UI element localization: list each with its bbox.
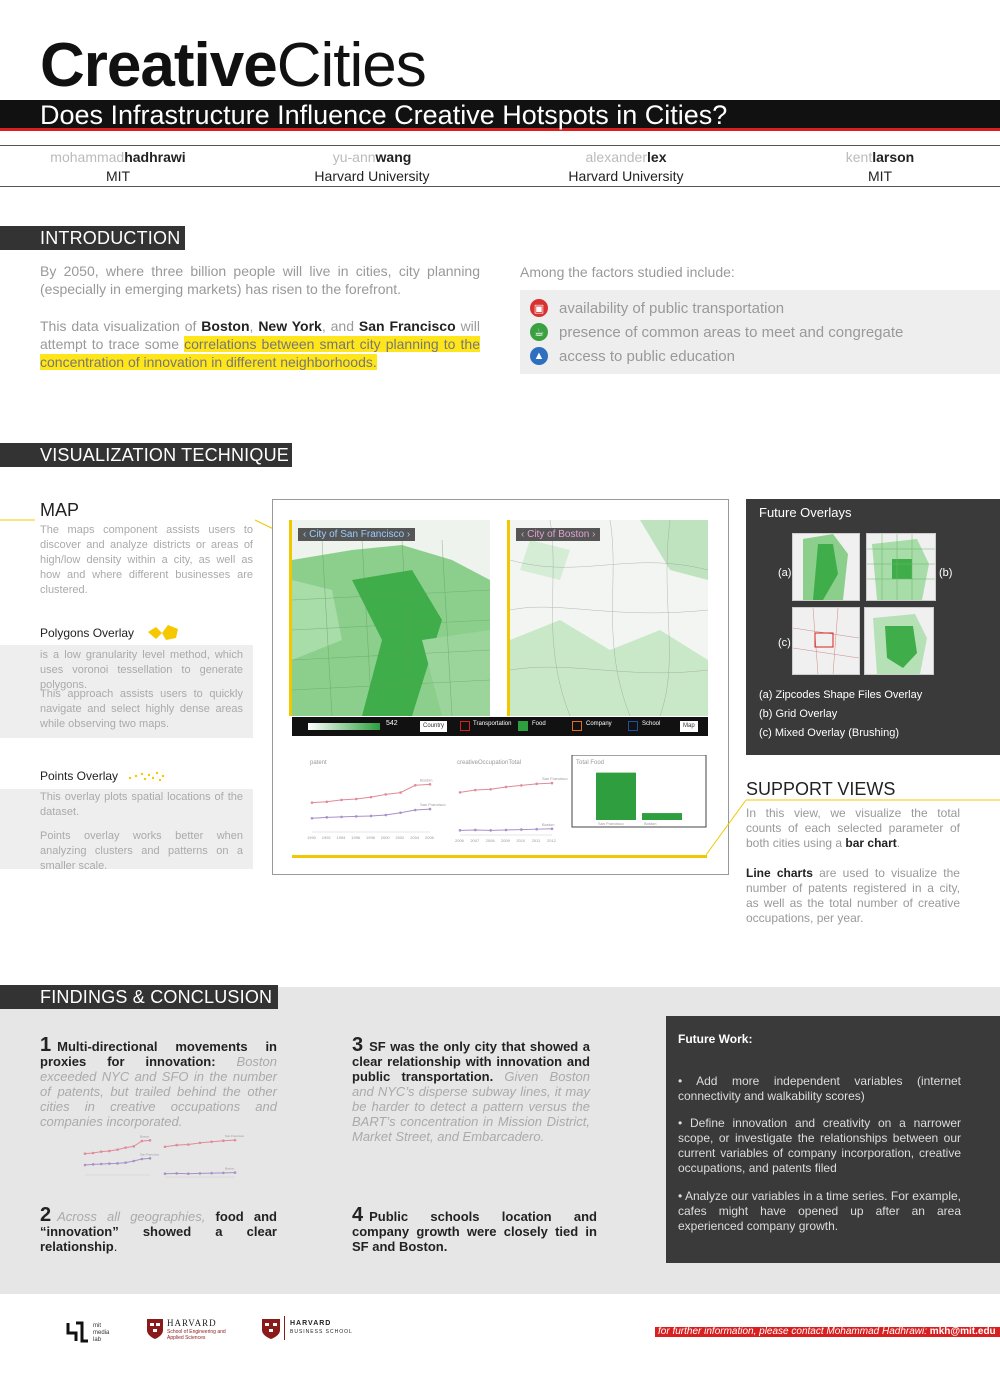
series-label: San Francisco (420, 802, 446, 808)
data-point (535, 828, 538, 831)
finding-bold: food and “innovation” showed a clear relationship (40, 1209, 277, 1254)
author-affiliation: MIT (867, 168, 893, 184)
finding-italic: Across all geographies, (57, 1209, 216, 1224)
hbs-name: HARVARD (290, 1320, 332, 1327)
finding-number: 1 (40, 1034, 52, 1056)
support-views-heading: SUPPORT VIEWS (746, 779, 896, 799)
harvard-shield-icon (146, 1318, 164, 1340)
data-point (187, 1172, 190, 1175)
data-point (92, 1163, 95, 1166)
finding-italic: Given Boston and NYC’s disperse subway lines, it may be harder to detect a pattern versus the BART’s concentration in Mission District, Market Street, and Embarcadero. (352, 1069, 590, 1144)
data-point (325, 800, 328, 803)
title-bold-part: Creative (40, 31, 277, 100)
mit-media-lab-logo (66, 1321, 110, 1348)
author-first-name: kent (845, 149, 873, 165)
line-chart-text (746, 866, 960, 926)
author-2 (247, 148, 497, 186)
map-tag-boston[interactable]: ‹ City of Boston › (516, 528, 600, 541)
data-point (459, 829, 462, 832)
factor-label: availability of public transportation (559, 299, 785, 317)
data-point (399, 811, 402, 814)
author-last-name: hadhrawi (124, 149, 186, 165)
future-overlays-panel (746, 499, 1000, 755)
author-first-name: mohammad (50, 149, 125, 165)
future-work-panel (666, 1016, 1000, 1263)
data-point (429, 783, 432, 786)
data-point (141, 1158, 144, 1161)
legend-value: 542 (386, 720, 398, 727)
data-point (124, 1146, 127, 1149)
data-point (84, 1152, 87, 1155)
author-1 (0, 148, 243, 186)
data-point (384, 814, 387, 817)
hbs-subtitle: BUSINESS SCHOOL (290, 1329, 353, 1335)
legend-swatch-company[interactable] (572, 721, 582, 731)
finding-italic: Boston exceeded NYC and SFO in the number of patents, but trailed behind the other cities in creative occupations and companies incorporated. (40, 1054, 278, 1129)
data-point (116, 1148, 119, 1151)
data-point (474, 789, 477, 792)
author-first-name: yu-ann (332, 149, 376, 165)
city-san-francisco: San Francisco (358, 318, 456, 334)
sf-map-graphic (292, 520, 490, 716)
legend-dropdown[interactable]: Country (420, 721, 447, 732)
x-tick-label: 2012 (547, 838, 556, 843)
section-underline (0, 249, 185, 250)
visualization-screenshot (272, 499, 729, 875)
x-tick-label: 2010 (516, 838, 526, 843)
data-point (199, 1142, 202, 1145)
boston-map-graphic (510, 520, 708, 716)
data-point (489, 829, 492, 832)
harvard-seas-logo (146, 1318, 226, 1345)
media-lab-text: mit media lab (93, 1323, 110, 1343)
contact-email[interactable]: mkh@mit.edu (929, 1326, 996, 1337)
intro-highlight: correlations between smart city planning to the concentration of innovation in different neighborhoods. (40, 336, 480, 370)
data-point (370, 815, 373, 818)
x-tick-label: 1990 (307, 835, 316, 840)
poster-subtitle: Does Infrastructure Influence Creative Hotspots in Cities? (40, 100, 728, 130)
finding-mini-chart (80, 1125, 250, 1185)
support-text (746, 806, 960, 851)
harvard-seas-name: HARVARD (167, 1318, 217, 1328)
harvard-business-school-logo (260, 1318, 353, 1345)
chart-title-occupation: creativeOccupationTotal (457, 760, 522, 766)
future-overlays-title: Future Overlays (759, 505, 852, 520)
map-tag-label: City of San Francisco (309, 529, 405, 540)
support-text-part: . (896, 836, 901, 850)
finding-tail: . (113, 1239, 118, 1254)
series-label: San Francisco (225, 1134, 245, 1139)
data-point (355, 798, 358, 801)
points-text-1: This overlay plots spatial locations of the dataset. (40, 791, 243, 818)
legend-swatch-transportation[interactable] (460, 721, 470, 731)
data-point (399, 791, 402, 794)
intro-text: will attempt to trace some (40, 318, 481, 352)
data-point (311, 801, 314, 804)
data-point (164, 1172, 167, 1175)
intro-text: , and (321, 318, 359, 334)
overlay-thumb-newyork (792, 607, 860, 675)
x-tick-label: 1996 (351, 835, 361, 840)
polygons-overlay-icon (146, 624, 182, 642)
author-rule-top (0, 145, 1000, 146)
author-3 (501, 148, 751, 186)
data-point (199, 1172, 202, 1175)
contact-text: for further information, please contact Mohammad Hadhrawi: (658, 1326, 930, 1337)
overlay-caption-a: (a) Zipcodes Shape Files Overlay (759, 689, 923, 701)
x-tick-label: 2009 (501, 838, 510, 843)
finding-2 (40, 1204, 277, 1254)
author-last-name: wang (375, 149, 412, 165)
data-point (355, 815, 358, 818)
x-tick-label: 2006 (425, 835, 434, 840)
data-point (141, 1140, 144, 1143)
data-point (132, 1160, 135, 1163)
factor-education (530, 345, 735, 367)
series-label: Boston (420, 777, 433, 783)
series-label: San Francisco (140, 1152, 160, 1157)
map-tag-san-francisco[interactable]: ‹ City of San Francisco › (298, 528, 415, 541)
section-underline (0, 1008, 278, 1009)
section-heading-findings: FINDINGS & CONCLUSION (0, 985, 278, 1009)
overlay-thumb-brushing (864, 607, 934, 675)
future-work-title: Future Work: (678, 1032, 753, 1046)
data-point (92, 1152, 95, 1155)
series-label: Boston (542, 821, 555, 827)
map-accent-bar (289, 520, 292, 716)
data-point (124, 1161, 127, 1164)
legend-label-transportation: Transportation (473, 721, 512, 727)
overlay-thumb-grid (866, 533, 936, 601)
factor-label: access to public education (559, 347, 735, 365)
data-point (505, 786, 508, 789)
overlay-caption-c: (c) Mixed Overlay (Brushing) (759, 727, 899, 739)
data-point (234, 1171, 237, 1174)
hbs-divider (284, 1316, 285, 1340)
bar-category-label: Boston (644, 821, 657, 826)
line-chart-text-part: are used to visualize the number of patents registered in a city, as well as the total number of creative occupations, per year. (746, 866, 960, 925)
line-charts-term: Line charts (746, 866, 813, 880)
hbs-shield-icon (260, 1318, 282, 1340)
x-tick-label: 1994 (336, 835, 346, 840)
bar (642, 813, 682, 820)
data-point (489, 788, 492, 791)
factor-transportation (530, 297, 784, 319)
intro-text: , (249, 318, 259, 334)
section-heading-technique: VISUALIZATION TECHNIQUE (0, 443, 292, 467)
data-point (414, 784, 417, 787)
author-affiliation: MIT (105, 168, 131, 184)
data-point (340, 799, 343, 802)
bar (596, 773, 636, 820)
data-point (474, 829, 477, 832)
points-overlay-label: Points Overlay (40, 769, 119, 783)
finding-3 (352, 1034, 590, 1144)
overlay-label-a: (a) (778, 567, 792, 579)
data-point (535, 783, 538, 786)
media-lab-mark (66, 1321, 90, 1343)
data-point (459, 791, 462, 794)
train-icon: ▣ (530, 299, 548, 317)
data-point (384, 793, 387, 796)
density-gradient (308, 723, 380, 730)
map-legend-bar (292, 717, 708, 736)
x-tick-label: 2006 (455, 838, 464, 843)
data-point (132, 1145, 135, 1148)
data-point (551, 828, 554, 831)
finding-bold: Public schools location and company growth were closely tied in SF and Boston. (352, 1209, 597, 1254)
factors-intro: Among the factors studied include: (520, 264, 735, 280)
intro-paragraph-1: By 2050, where three billion people will live in cities, city planning (especially in emerging markets) has risen to the forefront. (40, 263, 480, 297)
support-bar-chart-term: bar chart (845, 836, 897, 850)
data-point (370, 796, 373, 799)
finding-number: 3 (352, 1034, 364, 1056)
data-point (100, 1163, 103, 1166)
author-last-name: lex (647, 149, 667, 165)
points-overlay-icon (128, 770, 168, 784)
x-tick-label: 2004 (410, 835, 420, 840)
data-point (100, 1150, 103, 1153)
city-new-york: New York (258, 318, 322, 334)
data-point (520, 784, 523, 787)
series-line (312, 784, 430, 802)
map-accent-bar (507, 520, 510, 716)
chart-title-food: Total Food (576, 760, 605, 766)
map-tag-label: City of Boston (527, 529, 590, 540)
data-point (149, 1157, 152, 1160)
data-point (175, 1172, 178, 1175)
overlay-label-c: (c) (778, 637, 791, 649)
data-point (116, 1162, 119, 1165)
data-point (414, 809, 417, 812)
chart-title-patent: patent (310, 760, 327, 766)
x-tick-label: 2002 (395, 835, 405, 840)
data-point (149, 1139, 152, 1142)
author-rule-bottom (0, 186, 1000, 187)
support-text-part: In this view, we visualize the total counts of each selected parameter of both cities using a (746, 806, 960, 850)
finding-bold: Multi-directional movements in proxies for innovation: (40, 1039, 277, 1069)
graduation-cap-icon: ▲ (530, 347, 548, 365)
data-point (175, 1144, 178, 1147)
map-boston (510, 520, 708, 716)
data-point (108, 1162, 111, 1165)
poster-title (40, 30, 426, 102)
data-point (164, 1145, 167, 1148)
series-label: San Francisco (542, 776, 568, 782)
data-point (325, 816, 328, 819)
data-point (429, 808, 432, 811)
finding-1 (40, 1034, 278, 1129)
harvard-seas-subtitle: School of Engineering and Applied Sciences (167, 1329, 226, 1341)
points-text-2: Points overlay works better when analyzing clusters and patterns on a smaller scale. (40, 830, 243, 872)
future-work-item-3: • Analyze our variables in a time series. For example, cafes might have opened up after an area experienced company growth. (678, 1189, 961, 1233)
legend-swatch-food[interactable] (518, 721, 528, 731)
author-4 (755, 148, 1000, 186)
data-point (84, 1164, 87, 1167)
legend-map-button[interactable]: Map (680, 721, 698, 732)
factor-common-areas (530, 321, 903, 343)
section-heading-introduction: INTRODUCTION (0, 226, 185, 250)
polygons-text-1: is a low granularity level method, which uses voronoi tessellation to generate polygons. (40, 649, 243, 691)
finding-bold: SF was the only city that showed a clear relationship with innovation and public transportation. (352, 1039, 590, 1084)
cup-icon: ☕ (530, 323, 548, 341)
overlay-thumb-zipcode (792, 533, 860, 601)
x-tick-label: 2011 (531, 838, 541, 843)
data-point (210, 1141, 213, 1144)
data-point (505, 829, 508, 832)
legend-label-food: Food (532, 721, 546, 727)
data-point (187, 1143, 190, 1146)
polygons-text-2: This approach assists users to quickly navigate and select highly dense areas while observing two maps. (40, 688, 243, 730)
intro-paragraph-2 (40, 317, 480, 371)
x-tick-label: 1998 (366, 835, 375, 840)
author-first-name: alexander (585, 149, 648, 165)
x-tick-label: 2007 (470, 838, 480, 843)
data-point (234, 1139, 237, 1142)
intro-text: This data visualization of (40, 318, 202, 334)
polygons-overlay-label: Polygons Overlay (40, 626, 135, 640)
future-work-item-2: • Define innovation and creativity on a narrower scope, or investigate the relationships between our current variables of company incorporation, creative occupations, and patents filed (678, 1116, 961, 1175)
factors-box (520, 290, 1000, 374)
future-work-item-1: • Add more independent variables (internet connectivity and walkability scores) (678, 1074, 961, 1103)
city-boston: Boston (201, 318, 250, 334)
finding-number: 4 (352, 1204, 364, 1226)
bar-category-label: San Francisco (598, 821, 624, 826)
x-tick-label: 2008 (485, 838, 495, 843)
section-underline (0, 466, 292, 467)
data-point (222, 1139, 225, 1142)
data-point (520, 828, 523, 831)
author-last-name: larson (872, 149, 915, 165)
data-point (210, 1172, 213, 1175)
finding-4 (352, 1204, 597, 1254)
map-san-francisco (292, 520, 490, 716)
map-heading: MAP (40, 500, 80, 520)
chart-accent-bar (292, 855, 707, 858)
factor-label: presence of common areas to meet and congregate (559, 323, 904, 341)
series-label: Boston (225, 1166, 235, 1171)
author-affiliation: Harvard University (314, 168, 430, 184)
legend-label-company: Company (586, 721, 612, 727)
data-point (311, 817, 314, 820)
support-charts (292, 755, 722, 863)
title-light-part: Cities (276, 31, 426, 100)
finding-number: 2 (40, 1204, 52, 1226)
author-affiliation: Harvard University (568, 168, 684, 184)
legend-swatch-school[interactable] (628, 721, 638, 731)
data-point (551, 782, 554, 785)
data-point (222, 1172, 225, 1175)
contact-info (658, 1325, 996, 1339)
overlay-caption-b: (b) Grid Overlay (759, 708, 838, 720)
x-tick-label: 2000 (380, 835, 390, 840)
map-description: The maps component assists users to discover and analyze districts or areas of high/low density within a city, as well as how and where different businesses are clustered. (40, 524, 253, 596)
x-tick-label: 1992 (321, 835, 331, 840)
overlay-label-b: (b) (939, 567, 953, 579)
data-point (340, 816, 343, 819)
series-label: Boston (140, 1134, 150, 1139)
legend-label-school: School (642, 721, 661, 727)
data-point (108, 1150, 111, 1153)
